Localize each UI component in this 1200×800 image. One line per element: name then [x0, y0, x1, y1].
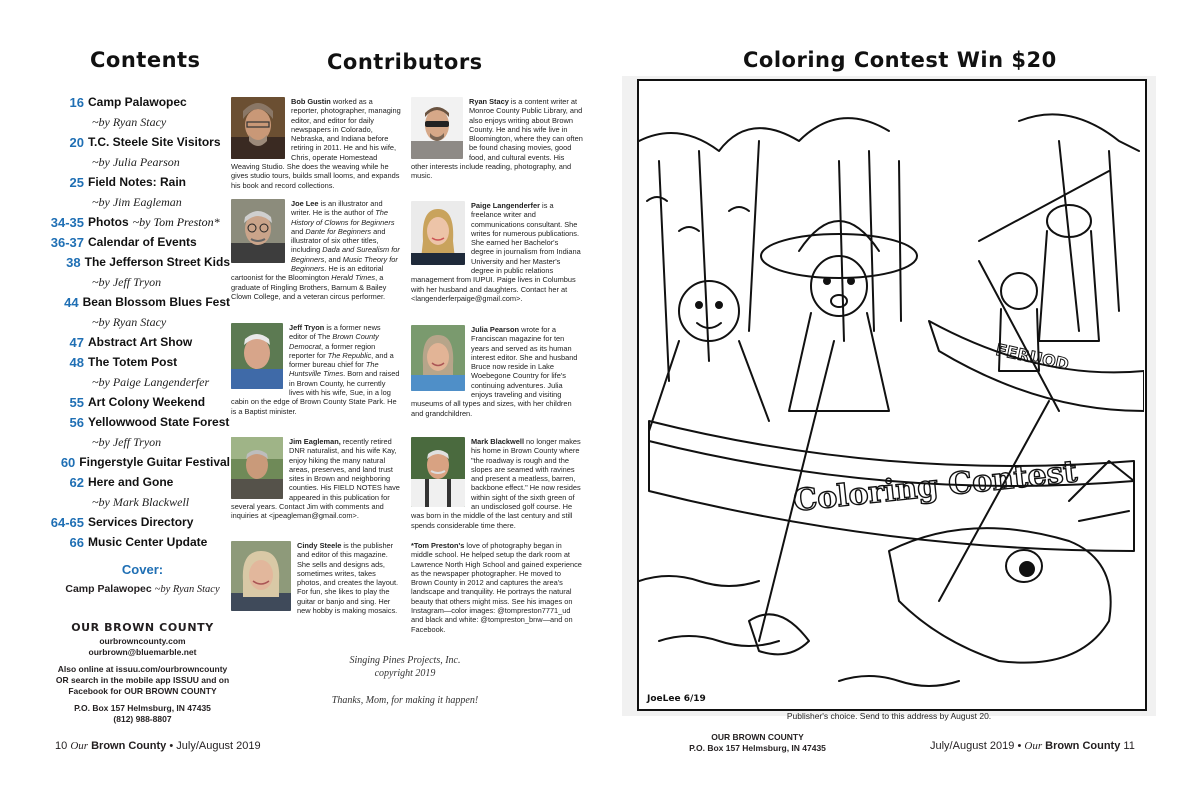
portrait-photo: [411, 325, 465, 391]
toc-item[interactable]: [30, 512, 230, 532]
address-name: OUR BROWN COUNTY: [711, 732, 804, 742]
contributor-bio: is a former news editor of The: [289, 323, 381, 342]
toc-page-number: 34-35: [50, 214, 84, 230]
toc-title: Here and Gone: [88, 475, 174, 489]
toc-title: Art Colony Weekend: [88, 395, 206, 409]
toc-title: The Totem Post: [88, 355, 178, 369]
toc-item[interactable]: [30, 132, 230, 152]
mailing-address: [650, 732, 865, 754]
toc-title: Services Directory: [88, 515, 194, 529]
contributor-name: Mark Blackwell: [471, 437, 524, 446]
toc-byline: ~by Tom Preston*: [132, 214, 220, 229]
contributor-bio: worked as a reporter, photographer, managing editor, and editor for daily newspapers in Colorado, Nebraska, and Indiana before retiring in 2011. He and his wife, Chris, operate Homestead Weaving Studio. She does the weaving while he gives studio tours, builds small looms, and expands his book and record collections.: [231, 97, 401, 190]
contributor-jim-eagleman: [231, 437, 401, 521]
toc-page-number: 47: [69, 334, 84, 350]
online-info-line: Facebook for OUR BROWN COUNTY: [68, 686, 217, 696]
contributor-bio: and illustrator of six other titles, including: [291, 226, 386, 255]
portrait-photo: [231, 323, 283, 389]
magazine-info: [30, 622, 255, 725]
cover-byline: ~by Ryan Stacy: [154, 584, 220, 595]
page-number: 10: [55, 740, 68, 752]
contributor-julia-pearson: [411, 325, 583, 418]
footer-brand: Brown County: [91, 740, 167, 752]
contributor-bio: is the publisher and editor of this magazine. She sells and designs ads, sometimes writes, takes photos, and creates the layout. For fun, she likes to play the guitar or banjo and sing. Her new hobby is making mosaics.: [297, 541, 399, 616]
contributor-name: Jim Eagleman,: [289, 437, 341, 446]
toc-item[interactable]: [30, 392, 230, 412]
toc-page-number: 25: [69, 174, 84, 190]
toc-item[interactable]: [30, 252, 230, 272]
portrait-photo: [231, 437, 283, 499]
newspaper-title: Herald Times: [331, 273, 376, 283]
magazine-name: OUR BROWN COUNTY: [71, 621, 214, 634]
toc-item[interactable]: [30, 412, 230, 432]
table-of-contents: [30, 92, 230, 552]
toc-title: Fingerstyle Guitar Festival: [79, 455, 230, 469]
online-info-line: Also online at issuu.com/ourbrowncounty: [57, 664, 228, 674]
copyright: copyright 2019: [374, 668, 436, 679]
newspaper-title: Brown County Democrat: [289, 332, 379, 351]
toc-page-number: 56: [69, 414, 84, 430]
cover-credit: [30, 583, 255, 595]
toc-title: T.C. Steele Site Visitors: [88, 135, 221, 149]
toc-item[interactable]: [30, 92, 230, 112]
email-link[interactable]: ourbrown@bluemarble.net: [88, 647, 197, 657]
portrait-photo: [411, 97, 463, 159]
toc-page-number: 38: [66, 254, 81, 270]
contributor-mark-blackwell: [411, 437, 583, 530]
contributor-paige-langenderfer: [411, 201, 583, 303]
contributor-name: Bob Gustin: [291, 97, 331, 106]
contributor-bio: , a former region reporter for: [289, 341, 376, 360]
contributor-bio: is an illustrator and writer. He is the author of: [291, 199, 383, 218]
coloring-contest-heading: Coloring Contest Win $20: [743, 48, 1057, 72]
toc-title: Abstract Art Show: [88, 335, 193, 349]
toc-title: Yellowwood State Forest: [88, 415, 230, 429]
portrait-photo: [231, 97, 285, 159]
toc-item[interactable]: [30, 472, 230, 492]
toc-item[interactable]: [30, 452, 230, 472]
toc-byline: ~by Jeff Tryon: [92, 275, 162, 289]
contributor-bio: . He is an editorial cartoonist for the Bloomington: [231, 264, 384, 283]
toc-item[interactable]: [30, 292, 230, 312]
toc-item[interactable]: [30, 232, 230, 252]
toc-item[interactable]: [30, 352, 230, 372]
portrait-photo: [231, 541, 291, 611]
left-footer: [55, 740, 261, 752]
contributor-name: Jeff Tryon: [289, 323, 325, 332]
book-title: Dante for Beginners: [305, 226, 372, 236]
contributor-bio: , a graduate of Ringling Brothers, Barnum & Bailey Clown College, and a veteran circus performer.: [231, 273, 387, 301]
contributor-ryan-stacy: [411, 97, 583, 181]
toc-title: Field Notes: Rain: [88, 175, 187, 189]
contributors-heading: Contributors: [327, 50, 483, 74]
contributor-bio: is a content writer at Monroe County Public Library, and also enjoys writing about Brown County. He and his wife live in Bloomington, where they can often be found chasing movies, good food, and cultural events. His other interests include reading, photography, and music.: [411, 97, 583, 181]
toc-page-number: 64-65: [50, 514, 84, 530]
page-number: 11: [1123, 740, 1135, 752]
toc-item[interactable]: [30, 532, 230, 552]
online-info-line: OR search in the mobile app ISSUU and on: [55, 675, 230, 685]
contest-caption: Publisher's choice. Send to this address by August 20.: [786, 711, 992, 721]
toc-title: Music Center Update: [88, 535, 208, 549]
contributor-bob-gustin: [231, 97, 401, 190]
portrait-photo: [411, 437, 465, 507]
contributor-bio: . Born and raised in Brown County, he currently lives with his wife, Sue, in a log cabin on the edge of Brown County State Park. He is a Baptist minister.: [231, 369, 400, 416]
contents-heading: Contents: [90, 48, 201, 72]
contributor-name: Paige Langenderfer: [471, 201, 540, 210]
toc-byline: ~by Paige Langenderfer: [92, 375, 210, 389]
contributor-bio: no longer makes his home in Brown County where "the roadway is rough and the slopes are seamed with ravines and present a meatless, barren, backbone effect." He now resides within sight of the sixth green of an undisclosed golf course. He was born in the middle of the last century and still spends considerable time there.: [411, 437, 581, 530]
contributor-name: Joe Lee: [291, 199, 319, 208]
portrait-photo: [411, 201, 465, 265]
publisher-credits: [300, 654, 510, 707]
footer-brand: Brown County: [1045, 740, 1121, 752]
boat-lettering: FERUOD: [994, 339, 1071, 374]
toc-page-number: 60: [60, 454, 76, 470]
toc-title: Photos: [88, 215, 129, 229]
contributor-bio: , and a former bureau chief for: [289, 350, 394, 370]
contributor-name: Cindy Steele: [297, 541, 342, 550]
contributor-jeff-tryon: [231, 323, 401, 416]
contributor-joe-lee: [231, 199, 401, 301]
contributor-name: Ryan Stacy: [469, 97, 509, 106]
toc-page-number: 55: [69, 394, 84, 410]
artist-signature: JoeLee 6/19: [647, 694, 706, 704]
toc-byline: ~by Jim Eagleman: [92, 195, 182, 209]
toc-title: Bean Blossom Blues Fest: [82, 295, 230, 309]
toc-title: Camp Palawopec: [88, 95, 187, 109]
contributor-bio: recently retired DNR naturalist, and his wife Kay, enjoy hiking the many natural areas, preserves, and land trust sites in Brown and neighboring counties. His FIELD NOTES have appeared in this publication for several years. Contact Jim with comments and inquiries at <jpeagleman@gmail.com>.: [231, 437, 400, 521]
right-footer: [930, 740, 1135, 752]
footer-issue: • July/August 2019: [169, 740, 261, 752]
canoe-lettering: Coloring Contest: [791, 454, 1079, 519]
toc-item[interactable]: [30, 332, 230, 352]
website-link[interactable]: ourbrowncounty.com: [99, 636, 186, 646]
newspaper-title: The Huntsville Times: [289, 360, 379, 379]
toc-byline: ~by Ryan Stacy: [92, 315, 167, 329]
portrait-photo: [231, 199, 285, 263]
contributor-bio: and: [291, 226, 306, 236]
coloring-page-drawing: [637, 79, 1147, 711]
po-box: P.O. Box 157 Helmsburg, IN 47435: [74, 703, 211, 713]
toc-title: Calendar of Events: [88, 235, 197, 249]
toc-page-number: 62: [69, 474, 84, 490]
canoe-illustration: [639, 81, 1144, 708]
contributor-cindy-steele: [231, 541, 401, 615]
phone-number: (812) 988-8807: [113, 714, 172, 724]
newspaper-title: The Republic: [327, 350, 372, 360]
address-line: P.O. Box 157 Helmsburg, IN 47435: [689, 743, 826, 753]
contributor-bio: , and: [324, 254, 343, 264]
footer-our: Our: [1024, 740, 1043, 752]
cover-label: Cover:: [121, 562, 164, 577]
toc-item[interactable]: [30, 172, 230, 192]
book-title: Dada and Surealism for Beginners: [291, 245, 400, 264]
publisher-name: Singing Pines Projects, Inc.: [349, 655, 461, 666]
dedication: Thanks, Mom, for making it happen!: [331, 695, 479, 706]
contributor-bio: wrote for a Franciscan magazine for ten years and served as its human interest editor. She and husband Bruce now reside in Lake Woebegone Country for life's continuing adventures. Julia enjoys traveling and visiting museums of all types and sizes, with her children and grandchildren.: [411, 325, 578, 418]
contributor-bio: love of photography began in middle school. He helped setup the dark room at Lawrence North High School and gained experience as the newspaper photographer. He moved to Brown County in 2012 and captures the area's landscape and tranquility. He portrays the natural beauty that others might miss. See his images on Instagram—color images: @tompreston7771_ud and black and white: @tompreston_bnw—and on Facebook.: [411, 541, 582, 634]
footer-issue: July/August 2019 •: [930, 740, 1022, 752]
toc-page-number: 36-37: [50, 234, 84, 250]
toc-byline: ~by Jeff Tryon: [92, 435, 162, 449]
toc-byline: ~by Julia Pearson: [92, 155, 180, 169]
footer-our: Our: [70, 740, 89, 752]
book-title: The History of Clowns for Beginners: [291, 208, 395, 227]
contributor-bio: is a freelance writer and communications consultant. She writes for numerous publications. She earned her Bachelor's degree in journalism from Indiana University and her Master's degree in public relations management from IUPUI. Paige lives in Columbus with her husband and daughters. Contact her at <langenderferpaige@gmail.com>.: [411, 201, 581, 303]
toc-page-number: 20: [69, 134, 84, 150]
contributor-name: Julia Pearson: [471, 325, 520, 334]
toc-page-number: 44: [64, 294, 79, 310]
toc-title: The Jefferson Street Kids: [84, 255, 230, 269]
cover-title: Camp Palawopec: [65, 583, 152, 595]
toc-byline: ~by Mark Blackwell: [92, 495, 190, 509]
toc-page-number: 66: [69, 534, 84, 550]
contributor-name: *Tom Preston's: [411, 541, 465, 550]
toc-page-number: 16: [69, 94, 84, 110]
book-title: Music Theory for Beginners: [291, 254, 398, 274]
toc-byline: ~by Ryan Stacy: [92, 115, 167, 129]
contributor-tom-preston: [411, 541, 583, 634]
toc-item[interactable]: [30, 212, 230, 232]
toc-page-number: 48: [69, 354, 84, 370]
